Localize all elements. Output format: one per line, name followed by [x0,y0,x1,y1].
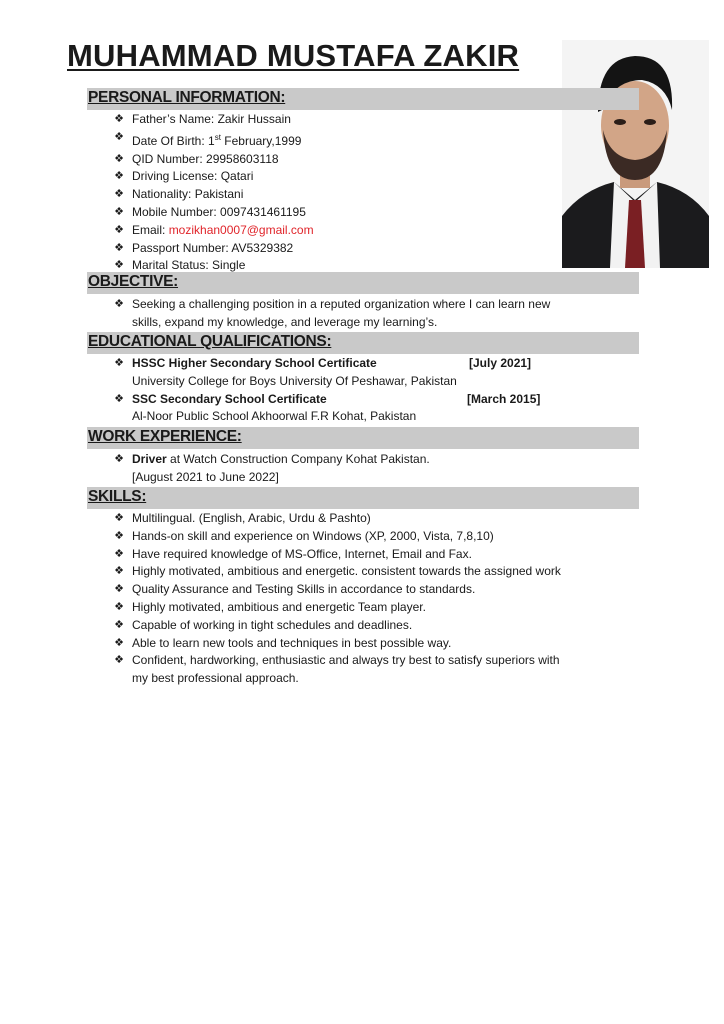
education-title: HSSC Higher Secondary School Certificate [132,356,377,370]
bullet-icon: ❖ [114,654,124,667]
bullet-icon: ❖ [114,512,124,524]
bullet-icon: ❖ [114,357,124,369]
section-title: EDUCATIONAL QUALIFICATIONS: [88,333,332,350]
bullet-icon: ❖ [114,636,124,649]
email-label: Email: [132,222,169,237]
bullet-icon: ❖ [114,241,124,254]
bullet-icon: ❖ [114,453,124,465]
list-item [112,296,550,332]
father-name: Father’s Name: Zakir Hussain [132,112,291,126]
education-institution: University College for Boys University Of Peshawar, Pakistan [132,373,457,388]
section-header-education [87,332,639,354]
skill-text: Highly motivated, ambitious and energetic. consistent towards the assigned work [132,564,561,579]
nationality: Nationality: Pakistani [132,187,244,202]
bullet-icon: ❖ [114,170,124,183]
list-item [112,581,561,599]
section-title: OBJECTIVE: [88,273,179,290]
bullet-icon: ❖ [114,298,124,310]
bullet-icon: ❖ [114,259,124,272]
bullet-icon: ❖ [114,547,124,560]
bullet-icon: ❖ [114,565,124,578]
personal-information-list [112,111,314,275]
list-item [112,546,561,564]
list-item [112,451,430,487]
education-list [112,355,541,426]
work-experience-list [112,451,430,487]
skill-text: Confident, hardworking, enthusiastic and always try best to satisfy superiors with [132,653,560,668]
objective-line: Seeking a challenging position in a reputed organization where I can learn new [132,297,551,311]
bullet-icon: ❖ [114,223,124,236]
bullet-icon: ❖ [114,583,124,596]
list-item [112,635,561,653]
bullet-icon: ❖ [114,600,124,613]
bullet-icon: ❖ [114,130,124,143]
resume-name: MUHAMMAD MUSTAFA ZAKIR [67,38,520,73]
skill-text: my best professional approach. [132,671,299,686]
education-date: [July 2021] [469,356,532,370]
list-item [112,222,314,240]
skill-text: Have required knowledge of MS-Office, Internet, Email and Fax. [132,546,472,561]
skills-list [112,510,561,688]
marital-status: Marital Status: Single [132,258,246,273]
objective-list [112,296,550,332]
list-item [112,391,541,427]
bullet-icon: ❖ [114,152,124,165]
passport-number: Passport Number: AV5329382 [132,240,294,255]
qid-number: QID Number: 29958603118 [132,151,279,166]
bullet-icon: ❖ [114,392,124,405]
list-item [112,186,314,204]
work-place: at Watch Construction Company Kohat Pakistan. [166,452,430,466]
section-header-skills [87,487,639,509]
list-item [112,599,561,617]
section-header-objective [87,272,639,294]
list-item [112,204,314,222]
section-header-work-experience [87,427,639,449]
work-period: [August 2021 to June 2022] [132,469,279,484]
list-item [112,151,314,169]
education-institution: Al-Noor Public School Akhoorwal F.R Kohat, Pakistan [132,409,417,424]
bullet-icon: ❖ [114,205,124,218]
list-item [112,563,561,581]
bullet-icon: ❖ [114,113,124,125]
bullet-icon: ❖ [114,529,124,542]
list-item [112,355,532,391]
section-title: WORK EXPERIENCE: [88,428,242,445]
skill-text: Capable of working in tight schedules and deadlines. [132,617,413,632]
list-item [112,111,314,129]
date-of-birth: Date Of Birth: 1st February,1999 [132,132,302,148]
work-role: Driver [132,452,167,466]
skill-text: Hands-on skill and experience on Windows (XP, 2000, Vista, 7,8,10) [132,528,494,543]
driving-license: Driving License: Qatari [132,169,254,184]
skill-text: Highly motivated, ambitious and energetic Team player. [132,599,426,614]
list-item [112,617,561,635]
email-link[interactable]: mozikhan0007@gmail.com [168,222,314,237]
section-header-personal-information [87,88,639,110]
skill-text: Able to learn new tools and techniques in best possible way. [132,635,452,650]
section-title: PERSONAL INFORMATION: [88,89,286,106]
list-item [112,168,314,186]
bullet-icon: ❖ [114,188,124,201]
skill-text: Quality Assurance and Testing Skills in accordance to standards. [132,582,476,597]
list-item [112,240,314,258]
mobile-number: Mobile Number: 0097431461195 [132,204,306,219]
objective-line: skills, expand my knowledge, and leverage my learning’s. [132,314,438,329]
section-title: SKILLS: [88,488,147,505]
education-title: SSC Secondary School Certificate [132,391,327,406]
education-date: [March 2015] [467,391,541,406]
list-item [112,510,561,528]
list-item [112,528,561,546]
skill-text: Multilingual. (English, Arabic, Urdu & Pashto) [132,511,371,525]
list-item [112,129,314,151]
list-item [112,652,561,688]
bullet-icon: ❖ [114,618,124,631]
profile-photo [562,40,709,268]
profile-photo-image [562,40,709,268]
